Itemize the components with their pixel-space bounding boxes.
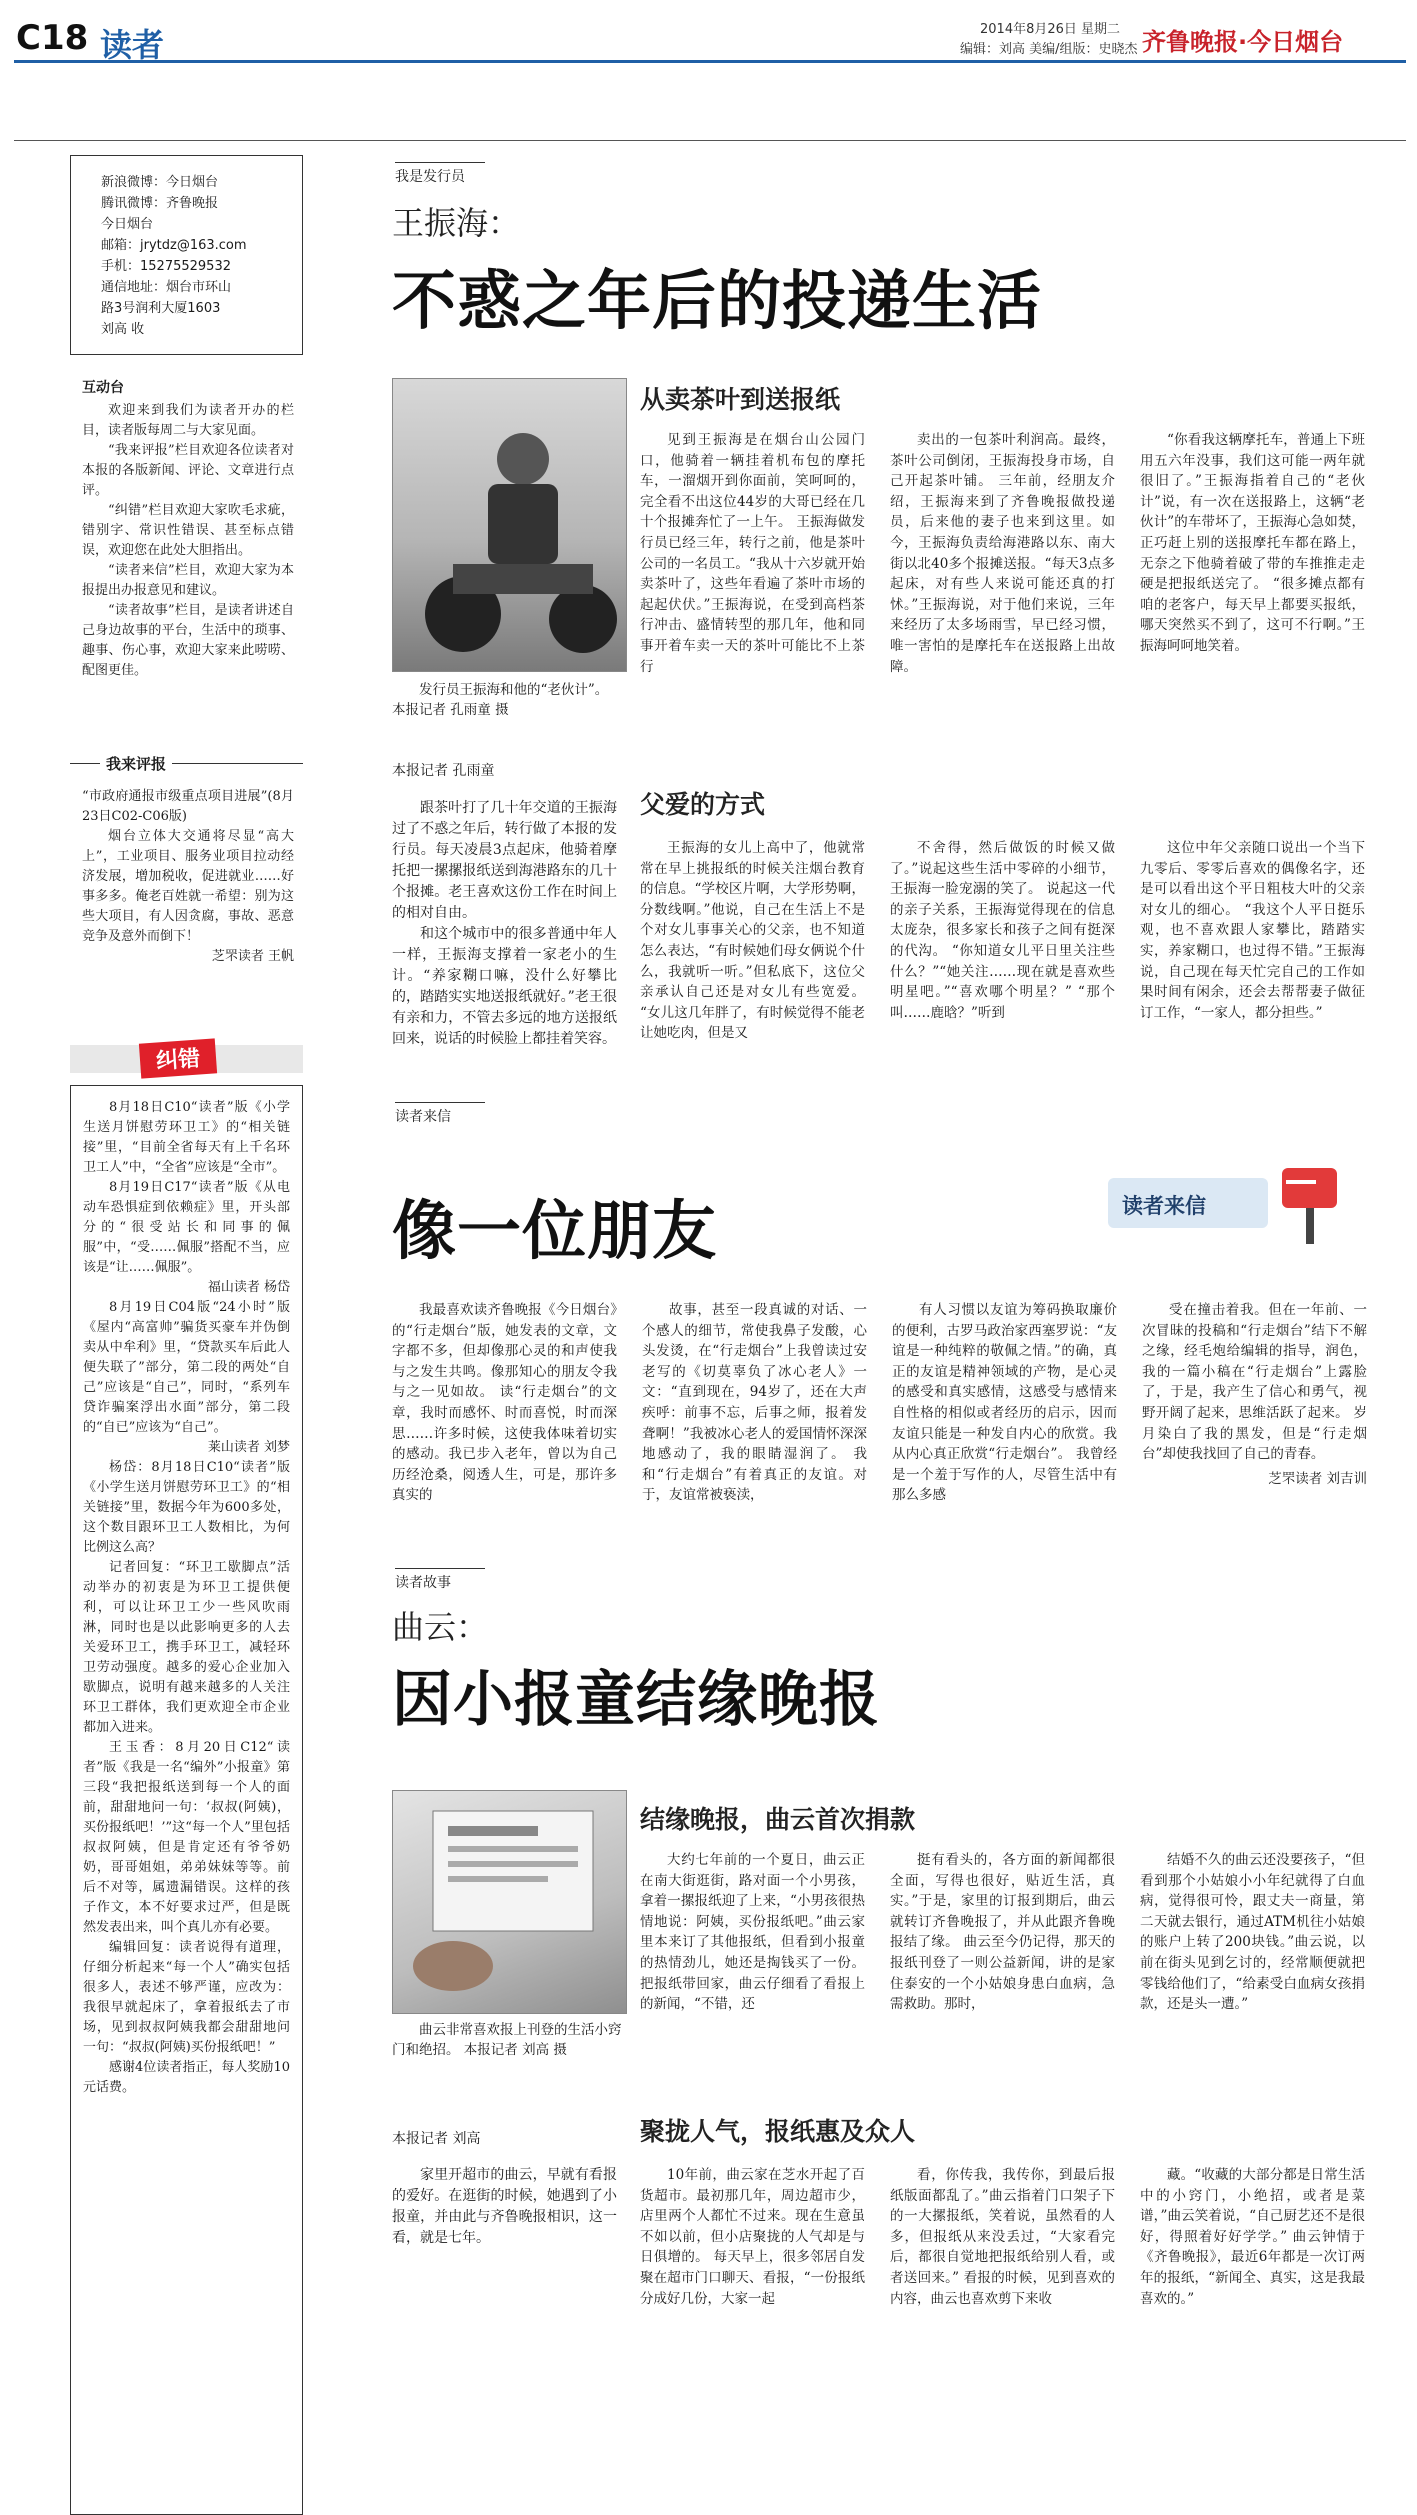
correct-para: 8月18日C10“读者”版《小学生送月饼慰劳环卫工》的“相关链接”里，“目前全省每天有上千名环卫工人”中，“全省”应该是“全市”。 xyxy=(83,1100,290,1175)
correct-para: 记者回复：“环卫工歇脚点”活动举办的初衷是为环卫工提供便利，可以让环卫工少一些风吹雨淋，同时也是以此影响更多的人去关爱环卫工，携手环卫工，减轻环卫劳动强度。越多的爱心企业加入歇脚点，说明有越来越多的人关注环卫工群体，我们更欢迎全市企业都加入进来。 xyxy=(83,1560,290,1735)
interact-para: 欢迎来到我们为读者开办的栏目，读者版每周二与大家见面。 xyxy=(82,403,294,438)
paragraph: 见到王振海是在烟台山公园门口，他骑着一辆挂着机布包的摩托车，一溜烟开到你面前，笑呵呵的，完全看不出这位44岁的大哥已经在几十个报摊奔忙了一上午。 王振海做发行员已经三年，转行之前，他是茶叶公司的一名员工。“我从十六岁就开始卖茶叶了，这些年看遍了茶叶市场的起起伏伏。”王振海说，在受到高档茶行冲击、盛情转型的那几年，他和同事开着车卖一天的茶叶可能比不上茶行 xyxy=(640,432,865,675)
story3-photo-caption: 曲云非常喜欢报上刊登的生活小窍门和绝招。 本报记者 刘高 摄 xyxy=(392,2022,622,2058)
lead-para: 和这个城市中的很多普通中年人一样，王振海支撑着一家老小的生计。“养家糊口嘛，没什么好攀比的，踏踏实实地送报纸就好。”老王很有亲和力，不管去多远的地方送报纸回来，说话的时候脸上都挂着笑容。 xyxy=(392,926,617,1047)
story2-col3 xyxy=(892,1300,1117,1506)
story3-col1 xyxy=(640,1850,865,2015)
story3-col4 xyxy=(640,2165,865,2309)
contact-line: 腾讯微博：齐鲁晚报 xyxy=(101,196,219,211)
review-body xyxy=(82,787,294,967)
paragraph: 藏。“收藏的大部分都是日常生活中的小窍门，小绝招，或者是菜谱，”曲云笑着说，“自己厨艺还不是很好，得照着好好学学。” 曲云钟情于《齐鲁晚报》，最近6年都是一次订两年的报纸，“新闻全、真实，这是我最喜欢的。” xyxy=(1140,2167,1365,2307)
review-title: 我来评报 xyxy=(100,753,172,774)
paragraph: 卖出的一包茶叶利润高。最终，茶叶公司倒闭，王振海投身市场，自己开起茶叶铺。 三年前，经朋友介绍，王振海来到了齐鲁晚报做投递员，后来他的妻子也来到这里。如今，王振海负责给海港路以东、南大街以北40多个报摊送报。“每天3点多起床，对有些人来说可能还真的打怵。”王振海说，对于他们来说，三年来经历了太多场雨雪，早已经习惯，唯一害怕的是摩托车在送报路上出故障。 xyxy=(890,432,1115,675)
paragraph: 挺有看头的，各方面的新闻都很全面，写得也很好，贴近生活，真实。”于是，家里的订报到期后，曲云就转订齐鲁晚报了，并从此跟齐鲁晚报结了缘。 曲云至今仍记得，那天的报纸刊登了一则公益新闻，讲的是家住泰安的一个小姑娘身患白血病，急需救助。那时， xyxy=(890,1852,1115,2013)
correct-para: 8月19日C04版“24小时”版《屋内“高富帅”骗货买豪车并伪倒卖从中牟利》里，“贷款买车后此人便失联了”部分，第二段的两处“自己”应该是“自己”，同时，“系列车贷诈骗案浮出水面”部分，第二段的“自已”应该为“自己”。 xyxy=(83,1300,290,1435)
story2-col2 xyxy=(642,1300,867,1506)
paragraph: 这位中年父亲随口说出一个当下九零后、零零后喜欢的偶像名字，还是可以看出这个平日粗枝大叶的父亲对女儿的细心。 “我这个人平日挺乐观，也不喜欢跟人家攀比，踏踏实实，养家糊口，也过得不错。”王振海说，自己现在每天忙完自己的工作如果时间有闲余，还会去帮帮妻子做征订工作，“一家人，都分担些。” xyxy=(1140,840,1365,1021)
story1-col2 xyxy=(890,430,1115,677)
paragraph: 故事，甚至一段真诚的对话、一个感人的细节，常使我鼻子发酸，心头发烫，在“行走烟台”上我曾读过安老写的《切莫辜负了冰心老人》一文：“直到现在，94岁了，还在大声疾呼：前事不忘，后事之师，报着发聋啊！”我被冰心老人的爱国情怀深深地感动了，我的眼睛湿润了。 我和“行走烟台”有着真正的友谊。对于，友谊常被亵渎， xyxy=(642,1302,867,1504)
story1-byline: 本报记者 孔雨童 xyxy=(392,763,495,779)
story1-tag: 我是发行员 xyxy=(395,162,485,186)
paragraph: 不舍得，然后做饭的时候又做了。”说起这些生活中零碎的小细节，王振海一脸宠溺的笑了。 说起这一代的亲子关系，王振海觉得现在的信息太庞杂，很多家长和孩子之间有挺深的代沟。 “你知道女儿平日里关注些什么？”“她关注……现在就是喜欢些明星吧。”“喜欢哪个明星？” “那个叫……鹿晗？”听到 xyxy=(890,840,1115,1021)
sidebar xyxy=(70,155,305,2355)
correct-para: 感谢4位读者指正，每人奖励10元话费。 xyxy=(83,2060,290,2095)
paragraph: 受在撞击着我。但在一年前、一次冒昧的投稿和“行走烟台”结下不解之缘，经毛炮给编辑的指导，润色，我的一篇小稿在“行走烟台”上露脸了，于是，我产生了信心和勇气，视野开阔了起来，思维活跃了起来。 岁月染白了我的黑发，但是“行走烟台”却使我找回了自己的青春。 xyxy=(1142,1302,1367,1463)
story1-lead xyxy=(392,798,617,1050)
interact-body xyxy=(82,401,294,681)
paragraph: 有人习惯以友谊为筹码换取廉价的便利，古罗马政治家西塞罗说：“友谊是一种纯粹的敬佩之情。”的确，真正的友谊是精神领域的产物，是心灵的感受和真实感情，这感受与感情来自性格的相似或者经历的启示，因而友谊只能是一种发自内心的欣赏。我从内心真正欣赏“行走烟台”。 我曾经是一个羞于写作的人，尽管生活中有那么多感 xyxy=(892,1302,1117,1504)
story1-subhead-2: 父爱的方式 xyxy=(640,790,766,819)
correct-title: 纠错 xyxy=(139,1038,217,1078)
paragraph: 王振海的女儿上高中了，他就常常在早上挑报纸的时候关注烟台教育的信息。“学校区片啊，大学形势啊，分数线啊。”他说，自己在生活上不是个对女儿事事关心的父亲，也不知道怎么表达，“有时候她们母女俩说个什么，我就听一听。”但私底下，这位父亲承认自己还是对女儿有些宽爱。 “女儿这几年胖了，有时候觉得不能老让她吃肉，但是又 xyxy=(640,840,865,1042)
story1-subhead-1: 从卖茶叶到送报纸 xyxy=(640,385,841,414)
interact-para: “读者故事”栏目，是读者讲述自己身边故事的平台，生活中的琐事、趣事、伤心事，欢迎大家来此唠唠、配图更佳。 xyxy=(82,603,294,678)
paragraph: 10年前，曲云家在芝水开起了百货超市。最初那几年，周边超市少，店里两个人都忙不过来。现在生意虽不如以前，但小店聚拢的人气却是与日俱增的。 每天早上，很多邻居自发聚在超市门口聊天、看报，“一份报纸分成好几份，大家一起 xyxy=(640,2167,865,2307)
story2-tag: 读者来信 xyxy=(395,1102,485,1126)
story1-col3 xyxy=(1140,430,1365,657)
review-headline: “市政府通报市级重点项目进展”(8月23日C02-C06版) xyxy=(82,789,294,824)
contact-recipient: 刘高 收 xyxy=(101,322,145,337)
mailbox-icon xyxy=(1272,1158,1352,1252)
brand-logo: 齐鲁晚报·今日烟台 xyxy=(1142,28,1344,56)
story3-photo xyxy=(392,1790,627,2014)
correct-signature: 莱山读者 刘梦 xyxy=(207,1440,290,1455)
correct-para: 杨岱：8月18日C10“读者”版《小学生送月饼慰劳环卫工》的“相关链接”里，数据今年为600多处，这个数目跟环卫工人数相比，为何比例这么高？ xyxy=(83,1460,290,1555)
correct-body xyxy=(70,1085,303,2515)
section-name: 读者 xyxy=(100,26,165,64)
story1-col6 xyxy=(1140,838,1365,1023)
page-number: C18 xyxy=(16,18,89,58)
story1-photo-caption: 发行员王振海和他的“老伙计”。 本报记者 孔雨童 摄 xyxy=(392,682,609,718)
story1-col5 xyxy=(890,838,1115,1023)
header-rule xyxy=(14,60,1406,63)
correct-para: 王玉香：8月20日C12“读者”版《我是一名“编外”小报童》第三段“我把报纸送到每一个人的面前，甜甜地问一句：‘叔叔(阿姨)，买份报纸吧！’”这“每一个人”里包括叔叔阿姨，但是肯定还有爷爷奶奶，哥哥姐姐，弟弟妹妹等等。前后不对等，属遗漏错误。这样的孩子作文，本不好要求过严，但是既然发表出来，叫个真儿亦有必要。 xyxy=(83,1740,290,1935)
motorbike-photo-icon xyxy=(393,379,626,671)
review-signature: 芝罘读者 王帆 xyxy=(211,949,294,964)
contact-box xyxy=(70,155,303,355)
contact-email: 邮箱：jrytdz@163.com xyxy=(101,238,247,253)
newspaper-photo-icon xyxy=(393,1791,626,2013)
paragraph: “你看我这辆摩托车，普通上下班用五六年没事，我们这可能一两年就很旧了。”王振海指着自己的“老伙计”说，有一次在送报路上，这辆“老伙计”的车带坏了，王振海心急如焚，正巧赶上别的送报摩托车都在路上，无奈之下他骑着破了带的车推推走走硬是把报纸送完了。 “很多摊点都有咱的老客户，每天早上都要买报纸，哪天突然买不到了，这可不行啊。”王振海呵呵地笑着。 xyxy=(1140,432,1365,654)
contact-address: 路3号润利大厦1603 xyxy=(101,301,221,316)
interact-title: 互动台 xyxy=(82,380,124,396)
story2-badge xyxy=(1108,1178,1268,1228)
story3-subhead-2: 聚拢人气，报纸惠及众人 xyxy=(640,2117,916,2146)
interact-para: “读者来信”栏目，欢迎大家为本报提出办报意见和建议。 xyxy=(82,563,294,598)
story3-subhead-1: 结缘晚报，曲云首次捐款 xyxy=(640,1805,916,1834)
story2-badge-label: 读者来信 xyxy=(1122,1194,1206,1218)
story1-col4 xyxy=(640,838,865,1044)
lead-para: 跟茶叶打了几十年交道的王振海过了不惑之年后，转行做了本报的发行员。每天凌晨3点起床，他骑着摩托把一摞摞报纸送到海港路东的几十个报摊。老王喜欢这份工作在时间上的相对自由。 xyxy=(392,800,617,921)
story3-tag: 读者故事 xyxy=(395,1568,485,1592)
issue-date: 2014年8月26日 星期二 xyxy=(980,22,1121,37)
page-header xyxy=(0,0,1417,80)
contact-line: 今日烟台 xyxy=(101,217,154,232)
contact-phone: 手机：15275529532 xyxy=(101,259,231,274)
correct-signature: 福山读者 杨岱 xyxy=(207,1280,290,1295)
story3-name: 曲云： xyxy=(392,1608,489,1646)
paragraph: 我最喜欢读齐鲁晚报《今日烟台》的“行走烟台”版，她发表的文章，文字都不多，但却像那心灵的和声使我与之发生共鸣。像那知心的朋友令我与之一见如故。 读“行走烟台”的文章，我时而感怀、时而喜悦，时而深思……许多时候，这使我体味着切实的感动。我已步入老年，曾以为自己历经沧桑，阅透人生，可是，那许多真实的 xyxy=(392,1302,617,1504)
story1-title: 不惑之年后的投递生活 xyxy=(392,265,1042,339)
story3-col3 xyxy=(1140,1850,1365,2015)
correct-para: 8月19日C17“读者”版《从电动车恐惧症到依赖症》里，开头部分的“很受站长和同事的佩服”中，“受……佩服”搭配不当，应该是“让……佩服”。 xyxy=(83,1180,290,1275)
story3-col2 xyxy=(890,1850,1115,2015)
correct-para: 编辑回复：读者说得有道理，仔细分析起来“每一个人”确实包括很多人，表述不够严谨，应改为：我很早就起床了，拿着报纸去了市场，见到叔叔阿姨我都会甜甜地问一句：“叔叔(阿姨)买份报纸吧！” xyxy=(83,1940,290,2055)
paragraph: 看，你传我，我传你，到最后报纸版面都乱了。”曲云指着门口架子下的一大摞报纸，笑着说，虽然看的人多，但报纸从来没丢过，“大家看完后，都很自觉地把报纸给别人看，或者送回来。” 看报的时候，见到喜欢的内容，曲云也喜欢剪下来收 xyxy=(890,2167,1115,2307)
story2-col1 xyxy=(392,1300,617,1506)
story1-col1 xyxy=(640,430,865,677)
contact-address: 通信地址：烟台市环山 xyxy=(101,280,232,295)
story1-photo xyxy=(392,378,627,672)
correct-banner xyxy=(70,1045,303,1073)
interact-para: “纠错”栏目欢迎大家吹毛求疵，错别字、常识性错误、甚至标点错误，欢迎您在此处大胆指出。 xyxy=(82,503,294,558)
story3-byline: 本报记者 刘高 xyxy=(392,2131,481,2147)
editors: 编辑：刘高 美编/组版：史晓杰 xyxy=(960,42,1138,57)
story1-name: 王振海： xyxy=(392,204,521,242)
story3-col6 xyxy=(1140,2165,1365,2309)
story2-title: 像一位朋友 xyxy=(392,1195,717,1269)
interact-para: “我来评报”栏目欢迎各位读者对本报的各版新闻、评论、文章进行点评。 xyxy=(82,443,294,498)
paragraph: 结婚不久的曲云还没要孩子，“但看到那个小姑娘小小年纪就得了白血病，觉得很可怜，跟丈夫一商量，第二天就去银行，通过ATM机往小姑娘的账户上转了200块钱。”曲云说，以前在街头见到乞讨的，经常顺便就把零钱给他们了，“给素受白血病女孩捐款，还是头一遭。” xyxy=(1140,1852,1365,2013)
header-rule-2 xyxy=(14,140,1406,141)
lead-para: 家里开超市的曲云，早就有看报的爱好。在逛街的时候，她遇到了小报童，并由此与齐鲁晚报相识，这一看，就是七年。 xyxy=(392,2167,617,2246)
story2-signature: 芝罘读者 刘吉训 xyxy=(1268,1470,1367,1487)
story3-title: 因小报童结缘晚报 xyxy=(392,1665,880,1735)
story3-lead xyxy=(392,2165,617,2249)
story2-col4 xyxy=(1142,1300,1367,1489)
paragraph: 大约七年前的一个夏日，曲云正在南大街逛街，路对面一个小男孩，拿着一摞报纸迎了上来，“小男孩很热情地说：阿姨，买份报纸吧。”曲云家里本来订了其他报纸，但看到小报童的热情劲儿，她还是掏钱买了一份。 把报纸带回家，曲云仔细看了看报上的新闻，“不错，还 xyxy=(640,1852,865,2013)
contact-line: 新浪微博：今日烟台 xyxy=(101,175,219,190)
story3-col5 xyxy=(890,2165,1115,2309)
review-text: 烟台立体大交通将尽显“高大上”，工业项目、服务业项目拉动经济发展，增加税收，促进就业……好事多多。俺老百姓就一希望：别为这些大项目，有人因贪腐，事故、恶意竞争及意外而倒下！ xyxy=(82,829,294,944)
